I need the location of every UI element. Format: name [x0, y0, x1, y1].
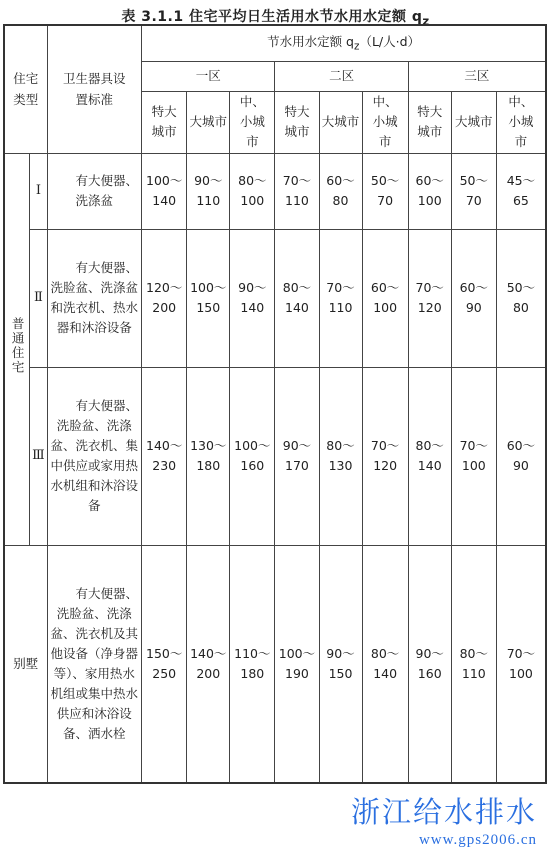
header-city: 特大城市 [142, 91, 187, 153]
quota-cell: 45～ 65 [496, 153, 546, 229]
quota-cell: 110～ 180 [230, 545, 275, 783]
quota-cell: 70～ 120 [408, 229, 451, 367]
quota-cell: 90～ 150 [319, 545, 362, 783]
quota-cell: 140～ 200 [187, 545, 230, 783]
quota-cell: 60～ 90 [496, 367, 546, 545]
quota-cell: 70～ 110 [275, 153, 319, 229]
quota-cell: 100～ 150 [187, 229, 230, 367]
quota-cell: 60～ 100 [408, 153, 451, 229]
watermark-text: 浙江给水排水 [350, 795, 537, 829]
header-city: 大城市 [187, 91, 230, 153]
header-house-type: 住宅类型 [4, 25, 47, 153]
water-quota-table [3, 24, 547, 784]
header-equipment-standard: 卫生器具设置标准 [47, 25, 142, 153]
quota-cell: 90～ 170 [275, 367, 319, 545]
quota-cell: 80～ 140 [362, 545, 408, 783]
quota-cell: 80～ 110 [451, 545, 496, 783]
group-ordinary-housing: 普通住宅 [4, 153, 30, 545]
group-villa: 别墅 [4, 545, 47, 783]
quota-cell: 60～ 90 [451, 229, 496, 367]
equipment-text: 有大便器、洗脸盆、洗涤盆、洗衣机、集中供应或家用热水机组和沐浴设备 [47, 367, 142, 545]
header-city: 中、小城市 [230, 91, 275, 153]
quota-cell: 80～ 140 [275, 229, 319, 367]
quota-cell: 100～ 140 [142, 153, 187, 229]
table-row [4, 229, 546, 367]
quota-cell: 70～ 100 [496, 545, 546, 783]
quota-cell: 90～ 140 [230, 229, 275, 367]
grade-label: Ⅲ [30, 367, 47, 545]
quota-cell: 150～ 250 [142, 545, 187, 783]
header-city: 中、小城市 [362, 91, 408, 153]
header-quota-title: 节水用水定额 $q_z(L/$人·d） [142, 25, 546, 61]
header-city: 特大城市 [408, 91, 451, 153]
quota-cell: 80～ 100 [230, 153, 275, 229]
table-caption: 表 3.1.1 住宅平均日生活用水节水用水定额 $q_z$ [121, 9, 430, 28]
quota-cell: 90～ 110 [187, 153, 230, 229]
header-zone-1: 一区 [142, 61, 275, 91]
header-city: 中、小城市 [496, 91, 546, 153]
quota-cell: 70～ 120 [362, 367, 408, 545]
quota-cell: 80～ 130 [319, 367, 362, 545]
equipment-text: 有大便器、洗涤盆 [47, 153, 142, 229]
table-row [4, 153, 546, 229]
quota-cell: 130～ 180 [187, 367, 230, 545]
quota-cell: 60～ 80 [319, 153, 362, 229]
quota-cell: 120～ 200 [142, 229, 187, 367]
quota-cell: 70～ 100 [451, 367, 496, 545]
equipment-text: 有大便器、洗脸盆、洗涤盆和洗衣机、热水器和沐浴设备 [47, 229, 142, 367]
header-zone-3: 三区 [408, 61, 546, 91]
table-row [4, 367, 546, 545]
header-city: 特大城市 [275, 91, 319, 153]
grade-label: Ⅰ [30, 153, 47, 229]
equipment-text: 有大便器、洗脸盆、洗涤盆、洗衣机及其他设备（净身器等）、家用热水机组或集中热水供应和沐浴设备、洒水栓 [47, 545, 142, 783]
quota-cell: 100～ 160 [230, 367, 275, 545]
grade-label: Ⅱ [30, 229, 47, 367]
quota-cell: 50～ 70 [451, 153, 496, 229]
header-city: 大城市 [451, 91, 496, 153]
quota-cell: 140～ 230 [142, 367, 187, 545]
quota-cell: 60～ 100 [362, 229, 408, 367]
quota-cell: 100～ 190 [275, 545, 319, 783]
quota-cell: 70～ 110 [319, 229, 362, 367]
quota-cell: 90～ 160 [408, 545, 451, 783]
table-row [4, 545, 546, 783]
quota-cell: 50～ 80 [496, 229, 546, 367]
site-url: www.gps2006.cn [418, 832, 537, 848]
header-zone-2: 二区 [275, 61, 408, 91]
header-city: 大城市 [319, 91, 362, 153]
quota-cell: 50～ 70 [362, 153, 408, 229]
quota-cell: 80～ 140 [408, 367, 451, 545]
